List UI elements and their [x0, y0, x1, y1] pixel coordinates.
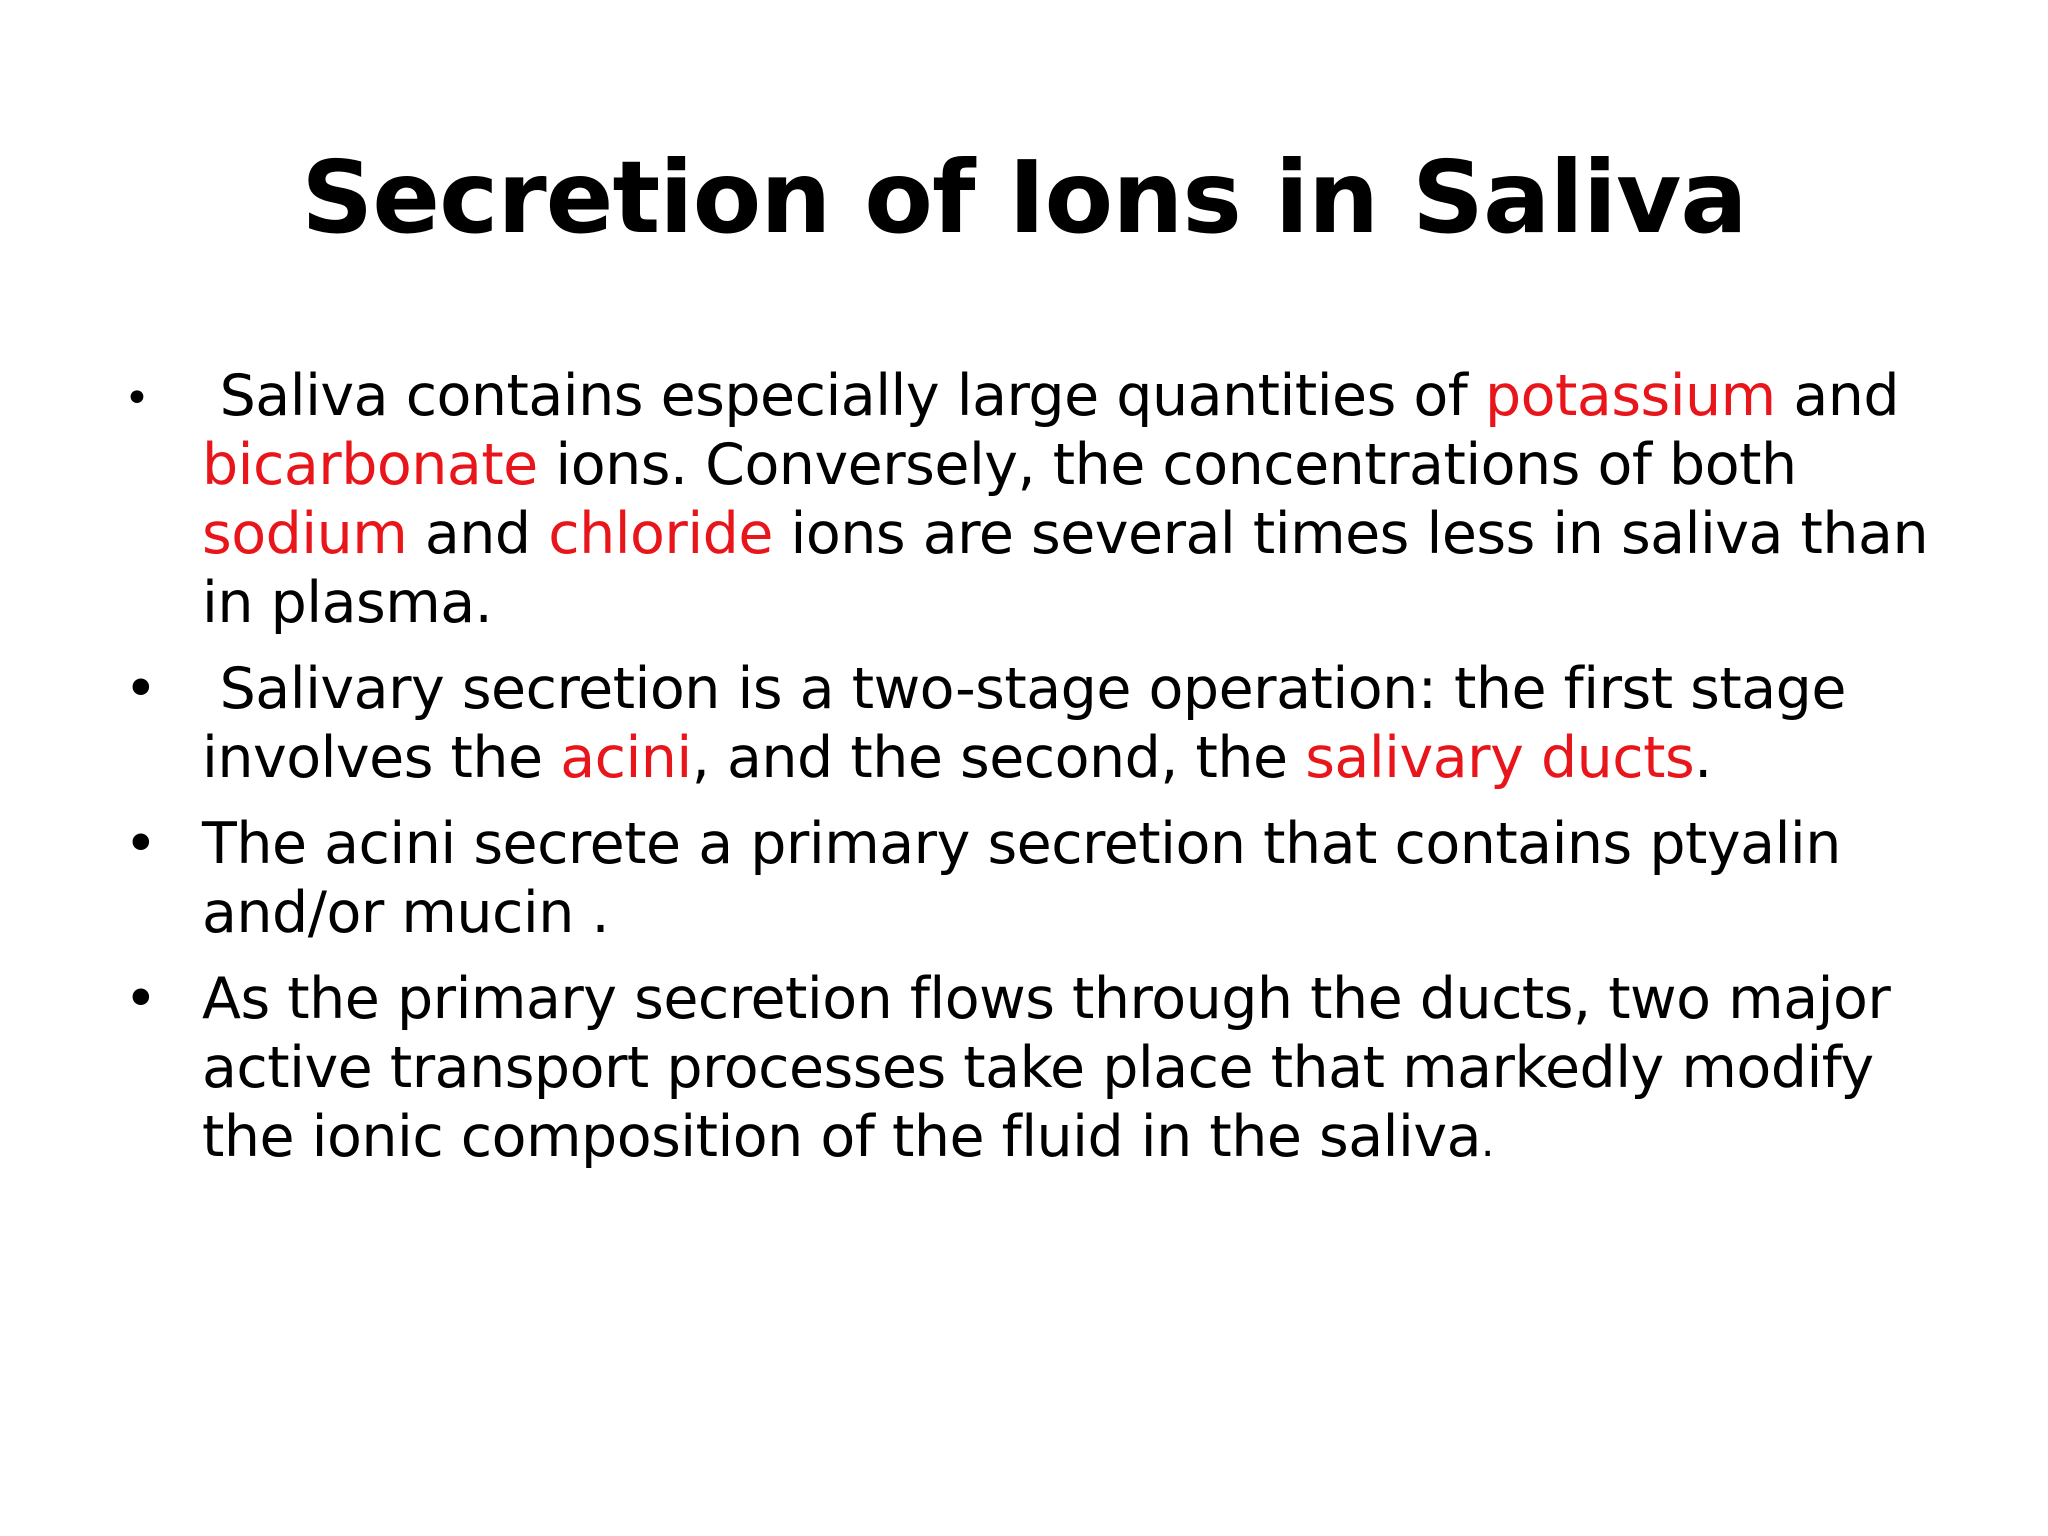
highlight-chloride: chloride	[548, 501, 773, 567]
bullet-icon: •	[124, 373, 150, 424]
highlight-bicarbonate: bicarbonate	[202, 432, 538, 498]
text-segment: .	[1481, 1117, 1494, 1166]
highlight-salivary-ducts: salivary ducts	[1305, 725, 1695, 791]
leading-space	[202, 363, 220, 429]
text-segment: Salivary secretion is a two-stage operation: the first stage involves the	[202, 656, 1846, 791]
bullet-icon: •	[124, 656, 158, 722]
text-segment: As the primary secretion flows through the ducts, two major active transport processes take place that markedly modify the ionic composition of the fluid in the saliva	[202, 966, 1891, 1170]
text-segment: and	[407, 501, 549, 567]
text-segment: and	[1775, 363, 1900, 429]
bullet-text: The acini secrete a primary secretion that contains ptyalin and/or mucin .	[202, 811, 1841, 946]
text-segment: Saliva contains especially large quantities of	[219, 363, 1485, 429]
text-segment: , and the second, the	[691, 725, 1306, 791]
text-segment: .	[1694, 725, 1712, 791]
leading-space	[202, 656, 220, 722]
bullet-icon: •	[124, 811, 158, 877]
bullet-icon: •	[124, 966, 158, 1032]
list-item	[120, 655, 1960, 793]
text-segment: ions are several times less in saliva than in plasma.	[202, 501, 1929, 636]
bullet-text	[202, 363, 1928, 636]
text-segment: ions. Conversely, the concentrations of both	[537, 432, 1797, 498]
highlight-sodium: sodium	[202, 501, 408, 567]
list-item	[120, 810, 1960, 948]
list-item	[120, 362, 1960, 638]
bullet-text	[202, 966, 1890, 1170]
bullet-text	[202, 656, 1846, 791]
highlight-potassium: potassium	[1484, 363, 1776, 429]
list-item	[120, 965, 1960, 1176]
slide-title: Secretion of Ions in Saliva	[301, 139, 1747, 256]
highlight-acini: acini	[560, 725, 692, 791]
bullet-list	[120, 362, 1960, 1193]
